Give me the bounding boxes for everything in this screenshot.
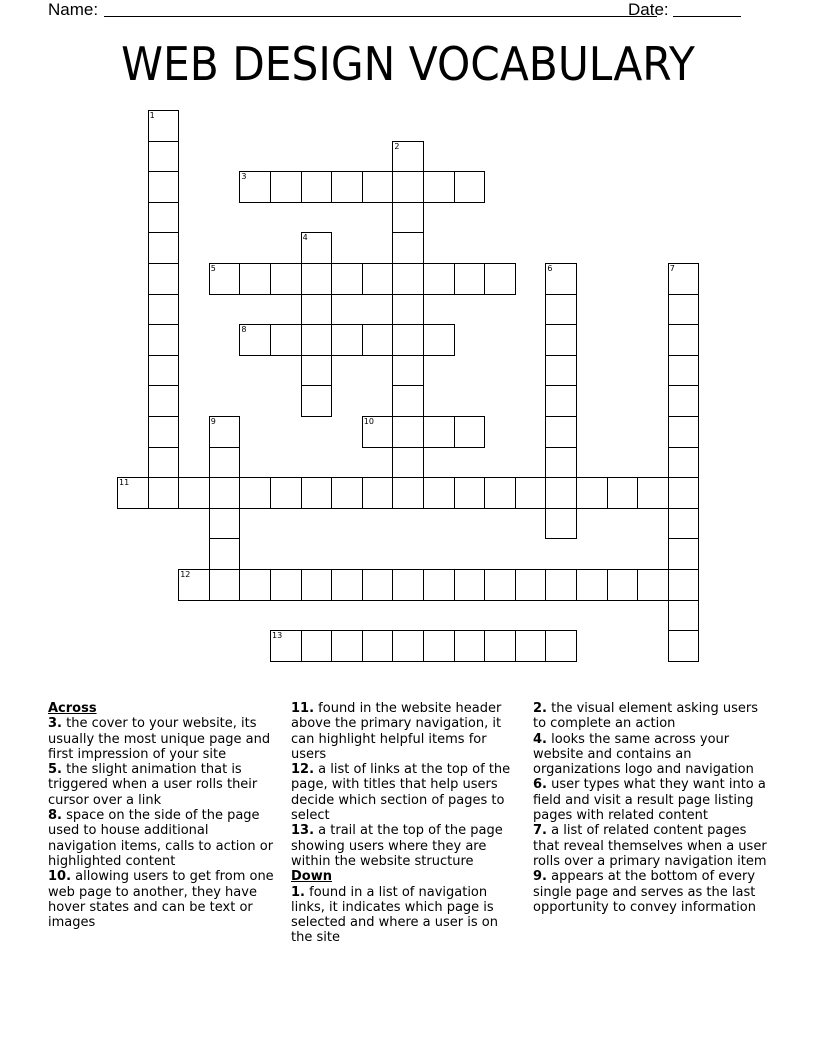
clue-text: the visual element asking users to complete an action [533,701,758,732]
crossword-cell[interactable] [668,324,700,356]
crossword-cell[interactable] [423,416,455,448]
clue-down-1 [291,885,523,946]
clue-number: 12. [291,762,315,778]
crossword-cell[interactable] [362,263,394,295]
crossword-cell[interactable] [148,263,180,295]
crossword-cell[interactable] [331,569,363,601]
crossword-cell[interactable] [668,355,700,387]
crossword-cell[interactable] [484,630,516,662]
crossword-cell[interactable] [454,477,486,509]
crossword-cell[interactable] [576,477,608,509]
crossword-cell[interactable] [392,355,424,387]
clue-text: a list of links at the top of the page, with titles that help users decide which section of pages to select [291,762,511,824]
crossword-cell[interactable] [392,477,424,509]
crossword-cell[interactable] [209,477,241,509]
crossword-cell[interactable] [331,324,363,356]
crossword-cell[interactable] [301,294,333,326]
crossword-cell[interactable] [668,447,700,479]
clue-number: 2. [533,701,547,716]
crossword-cell[interactable] [668,263,700,295]
crossword-cell[interactable] [148,141,180,173]
clue-number-label: 7 [669,264,675,273]
crossword-cell[interactable] [209,569,241,601]
crossword-cell[interactable] [362,630,394,662]
clue-text: the slight animation that is triggered when a user rolls their cursor over a link [48,762,258,808]
clue-number: 1. [291,884,305,900]
crossword-cell[interactable] [668,477,700,509]
crossword-cell[interactable] [545,385,577,417]
crossword-cell[interactable] [239,477,271,509]
crossword-cell[interactable] [301,569,333,601]
crossword-cell[interactable] [209,263,241,295]
crossword-cell[interactable] [392,202,424,234]
crossword-cell[interactable] [515,477,547,509]
crossword-cell[interactable] [148,355,180,387]
crossword-cell[interactable] [545,630,577,662]
crossword-cell[interactable] [545,263,577,295]
crossword-cell[interactable] [668,385,700,417]
crossword-cell[interactable] [423,324,455,356]
crossword-cell[interactable] [545,569,577,601]
clue-number-label: 8 [241,325,247,335]
crossword-cell[interactable] [392,294,424,326]
crossword-cell[interactable] [362,324,394,356]
crossword-cell[interactable] [668,538,700,570]
crossword-cell[interactable] [270,630,302,662]
crossword-cell[interactable] [668,600,700,632]
clue-across-11 [291,701,523,762]
crossword-cell[interactable] [607,569,639,601]
crossword-cell[interactable] [392,416,424,448]
crossword-cell[interactable] [148,447,180,479]
crossword-cell[interactable] [392,630,424,662]
crossword-cell[interactable] [178,569,210,601]
crossword-cell[interactable] [392,324,424,356]
clues-column-3 [533,701,769,915]
clue-number-label: 5 [210,264,216,273]
clue-number: 7. [533,823,547,839]
crossword-cell[interactable] [301,477,333,509]
crossword-cell[interactable] [545,477,577,509]
crossword-cell[interactable] [362,569,394,601]
clue-number-label: 9 [210,417,216,426]
crossword-cell[interactable] [454,416,486,448]
crossword-cell[interactable] [423,477,455,509]
crossword-cell[interactable] [392,232,424,264]
crossword-cell[interactable] [209,416,241,448]
crossword-cell[interactable] [117,477,149,509]
clue-number: 9. [533,869,547,885]
crossword-cell[interactable] [239,171,271,203]
crossword-cell[interactable] [515,569,547,601]
crossword-cell[interactable] [545,324,577,356]
crossword-cell[interactable] [637,477,669,509]
clues-column-1 [48,701,280,930]
clue-number-label: 3 [241,172,247,182]
crossword-cell[interactable] [209,447,241,479]
crossword-cell[interactable] [148,171,180,203]
down-heading: Down [291,869,332,885]
crossword-cell[interactable] [392,141,424,173]
crossword-cell[interactable] [331,263,363,295]
crossword-cell[interactable] [668,294,700,326]
crossword-cell[interactable] [423,263,455,295]
crossword-cell[interactable] [545,508,577,540]
crossword-cell[interactable] [392,263,424,295]
crossword-cell[interactable] [148,416,180,448]
clue-number-label: 2 [394,141,400,151]
crossword-cell[interactable] [423,630,455,662]
clue-number: 13. [291,823,315,839]
crossword-cell[interactable] [362,416,394,448]
crossword-cell[interactable] [270,569,302,601]
crossword-cell[interactable] [148,385,180,417]
crossword-cell[interactable] [392,171,424,203]
clue-number-label: 12 [180,570,191,579]
clue-number: 6. [533,777,547,793]
clue-text: looks the same across your website and contains an organizations logo and navigation [533,731,754,778]
crossword-cell[interactable] [301,385,333,417]
crossword-cell[interactable] [576,569,608,601]
clue-across-3 [48,716,280,762]
crossword-cell[interactable] [301,171,333,203]
crossword-cell[interactable] [270,171,302,203]
clue-text: found in the website header above the primary navigation, it can highlight helpful items for users [291,701,502,762]
crossword-cell[interactable] [331,630,363,662]
clue-text: a trail at the top of the page showing users where they are within the website structure [291,823,503,869]
clue-text: found in a list of navigation links, it indicates which page is selected and where a user is on the site [291,884,498,946]
crossword-cell[interactable] [423,569,455,601]
clue-across-13 [291,823,523,869]
crossword-cell[interactable] [362,171,394,203]
crossword-cell[interactable] [148,324,180,356]
crossword-cell[interactable] [607,477,639,509]
clue-number-label: 1 [149,111,155,120]
crossword-cell[interactable] [148,477,180,509]
crossword-cell[interactable] [392,385,424,417]
clue-number-label: 6 [547,264,553,273]
crossword-cell[interactable] [545,447,577,479]
crossword-cell[interactable] [668,569,700,601]
clue-number: 3. [48,716,62,732]
crossword-cell[interactable] [148,232,180,264]
crossword-cell[interactable] [301,232,333,264]
clue-number-label: 11 [119,478,130,488]
crossword-cell[interactable] [270,324,302,356]
clue-text: a list of related content pages that reveal themselves when a user rolls over a primary navigation item [533,823,767,869]
across-heading: Across [48,701,97,716]
crossword-cell[interactable] [454,171,486,203]
crossword-cell[interactable] [239,263,271,295]
crossword-cell[interactable] [545,416,577,448]
crossword-cell[interactable] [148,202,180,234]
name-label: Name: [48,0,99,19]
clue-text: space on the side of the page used to house additional navigation items, calls to action or highlighted content [48,808,274,869]
clue-down-2 [533,701,769,732]
crossword-cell[interactable] [668,416,700,448]
clue-across-5 [48,762,280,808]
crossword-cell[interactable] [392,569,424,601]
clue-number: 5. [48,762,62,778]
crossword-cell[interactable] [209,538,241,570]
crossword-cell[interactable] [301,630,333,662]
clue-text: user types what they want into a field and visit a result page listing pages with related content [533,777,766,824]
date-label: Date: [628,0,669,19]
crossword-cell[interactable] [484,263,516,295]
crossword-cell[interactable] [239,324,271,356]
crossword-cell[interactable] [301,324,333,356]
clue-across-8 [48,808,280,869]
clue-number: 8. [48,808,62,824]
clues-column-2 [291,701,523,946]
crossword-cell[interactable] [209,508,241,540]
crossword-cell[interactable] [484,569,516,601]
crossword-cell[interactable] [331,477,363,509]
crossword-cell[interactable] [239,569,271,601]
crossword-cell[interactable] [637,569,669,601]
crossword-cell[interactable] [270,263,302,295]
page-title: WEB DESIGN VOCABULARY [121,37,695,91]
crossword-cell[interactable] [331,171,363,203]
clue-text: appears at the bottom of every single page and serves as the last opportunity to convey information [533,869,756,915]
clue-down-6 [533,777,769,823]
crossword-cell[interactable] [392,447,424,479]
crossword-cell[interactable] [484,477,516,509]
clue-number-label: 4 [302,233,308,243]
clue-across-12 [291,762,523,823]
crossword-cell[interactable] [454,569,486,601]
crossword-cell[interactable] [515,630,547,662]
clue-down-4 [533,732,769,778]
clue-across-10 [48,869,280,930]
crossword-cell[interactable] [178,477,210,509]
crossword-cell[interactable] [545,294,577,326]
crossword-cell[interactable] [668,630,700,662]
crossword-cell[interactable] [454,263,486,295]
crossword-cell[interactable] [148,110,180,142]
crossword-cell[interactable] [148,294,180,326]
crossword-cell[interactable] [270,477,302,509]
clue-number: 11. [291,701,315,716]
crossword-cell[interactable] [362,477,394,509]
clue-down-7 [533,823,769,869]
clue-number-label: 13 [272,631,283,641]
clue-number: 4. [533,731,547,747]
clue-text: the cover to your website, its usually the most unique page and first impression of your site [48,716,271,762]
crossword-cell[interactable] [454,630,486,662]
clue-down-9 [533,869,769,915]
clue-number-label: 10 [363,417,374,426]
crossword-cell[interactable] [301,263,333,295]
crossword-cell[interactable] [545,355,577,387]
crossword-cell[interactable] [423,171,455,203]
crossword-cell[interactable] [301,355,333,387]
clue-number: 10. [48,869,72,885]
crossword-cell[interactable] [668,508,700,540]
clue-text: allowing users to get from one web page to another, they have hover states and can be text or images [48,869,274,931]
